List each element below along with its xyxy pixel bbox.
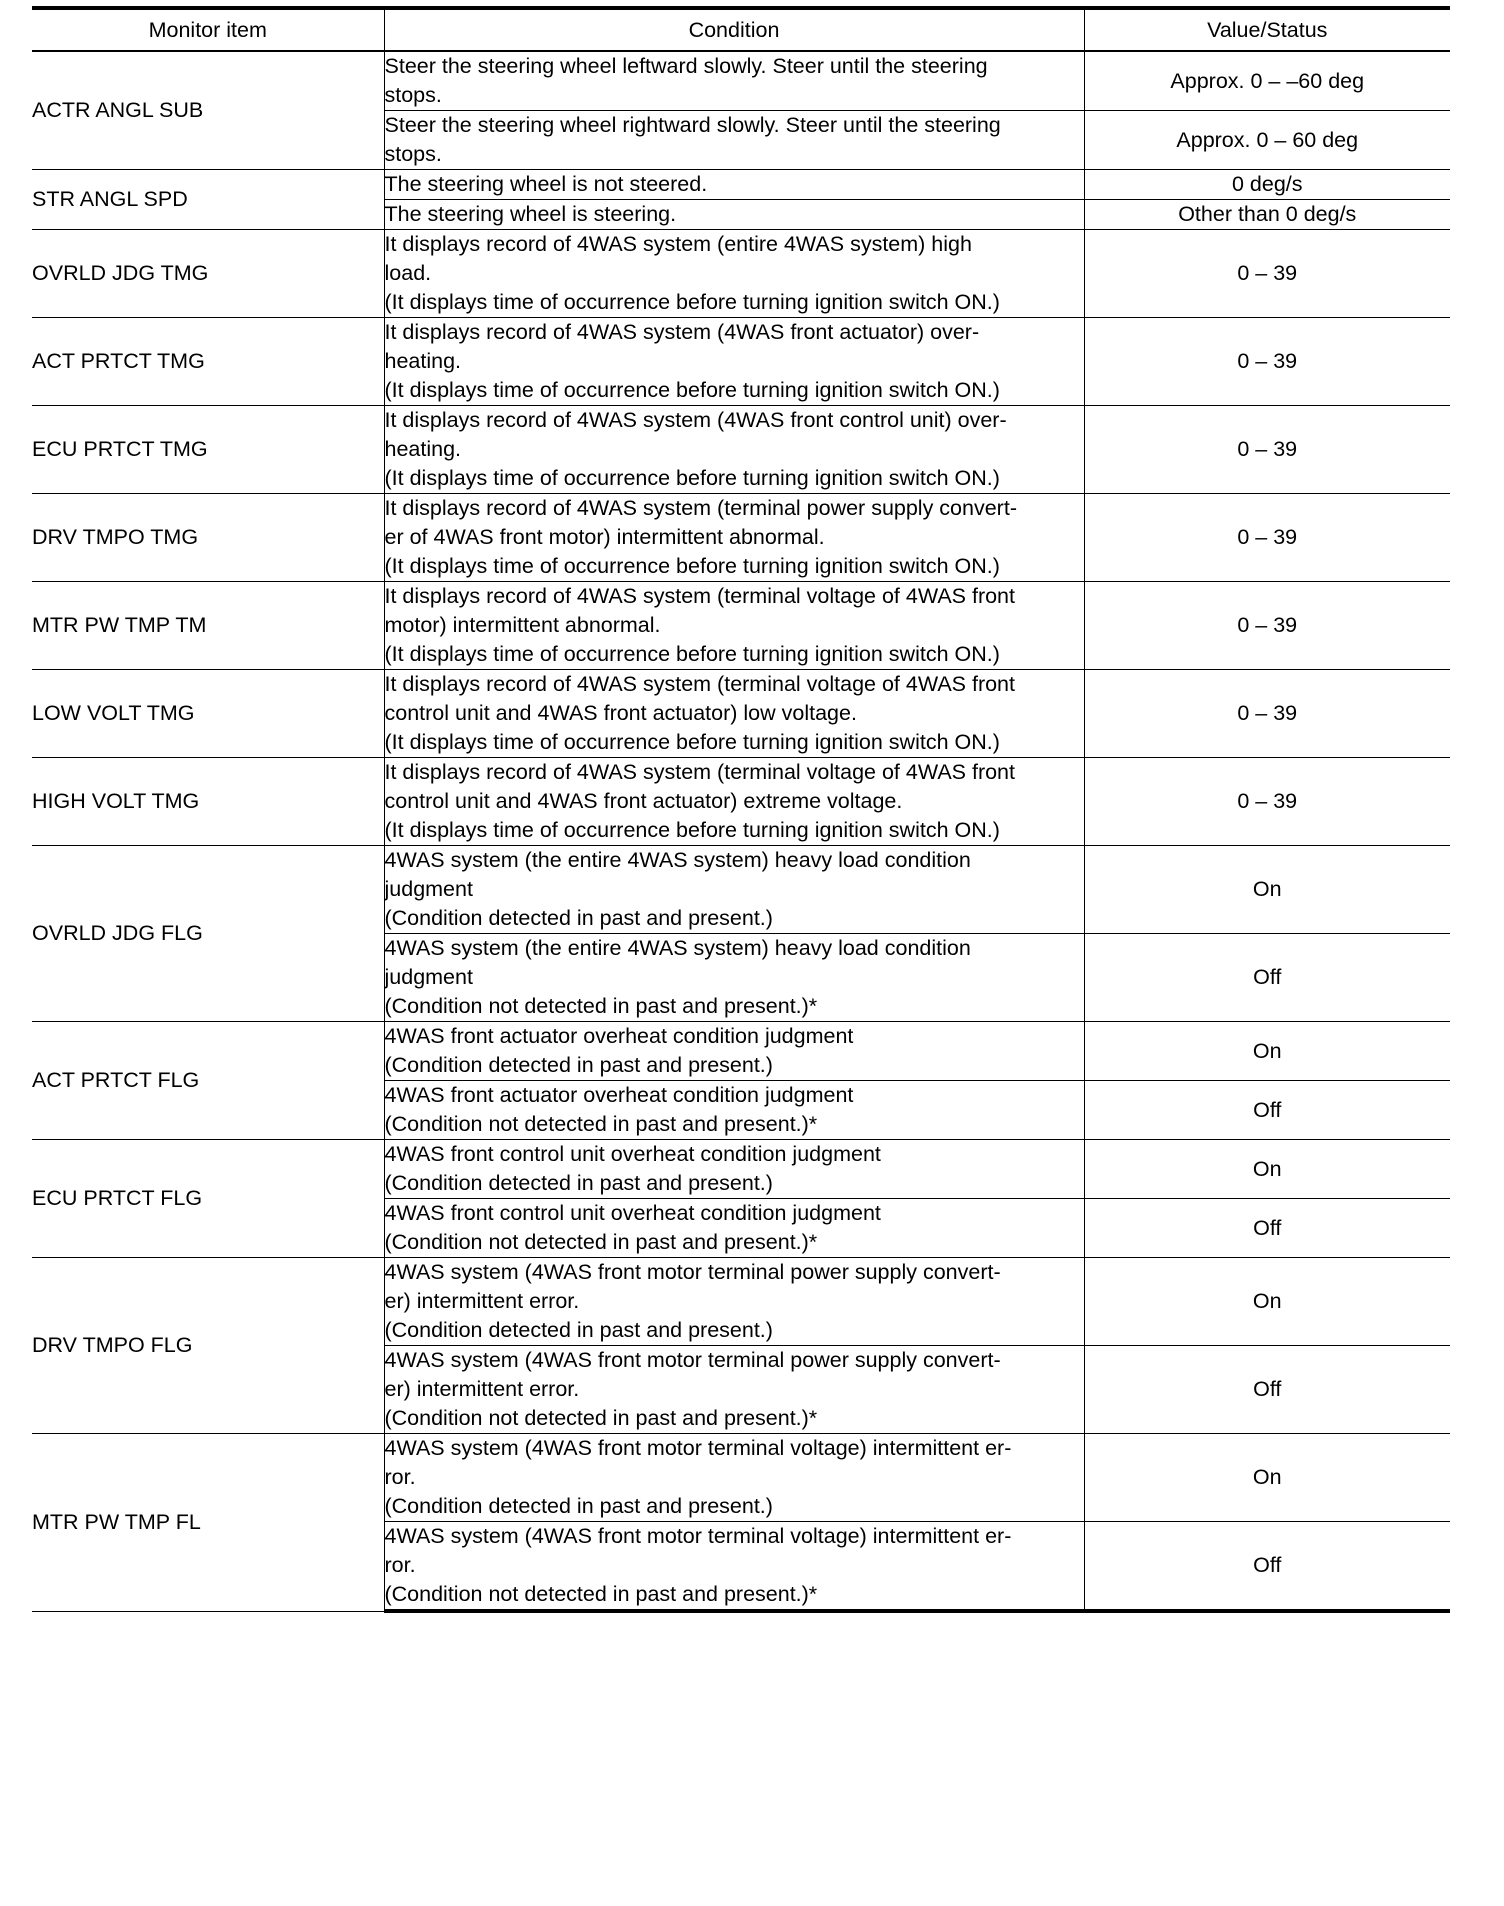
table-row	[32, 670, 1450, 758]
condition-line: It displays record of 4WAS system (terminal voltage of 4WAS front	[384, 672, 1015, 696]
condition-cell	[384, 1258, 1084, 1346]
condition-line: (It displays time of occurrence before turning ignition switch ON.)	[384, 554, 1000, 578]
condition-line: (Condition not detected in past and present.)*	[384, 994, 818, 1018]
table-row	[32, 318, 1450, 406]
condition-line: Steer the steering wheel leftward slowly. Steer until the steering	[384, 54, 988, 78]
monitor-item-cell: DRV TMPO TMG	[32, 494, 384, 582]
monitor-item-cell: ACT PRTCT TMG	[32, 318, 384, 406]
value-status-cell: On	[1084, 1258, 1450, 1346]
condition-line: It displays record of 4WAS system (4WAS front actuator) over-	[384, 320, 980, 344]
condition-line: 4WAS front actuator overheat condition judgment	[384, 1024, 854, 1048]
condition-line: judgment	[384, 965, 473, 989]
table-row	[32, 846, 1450, 934]
condition-cell	[384, 1081, 1084, 1140]
condition-line: Steer the steering wheel rightward slowly. Steer until the steering	[384, 113, 1001, 137]
data-monitor-table	[32, 6, 1450, 1613]
value-status-cell: Other than 0 deg/s	[1084, 200, 1450, 230]
table-row	[32, 582, 1450, 670]
condition-cell	[384, 582, 1084, 670]
table-row	[32, 1434, 1450, 1522]
condition-line: 4WAS system (4WAS front motor terminal power supply convert-	[384, 1260, 1001, 1284]
table-row	[32, 170, 1450, 200]
monitor-item-cell: ACTR ANGL SUB	[32, 51, 384, 170]
monitor-item-cell: OVRLD JDG FLG	[32, 846, 384, 1022]
condition-line: 4WAS front control unit overheat condition judgment	[384, 1201, 881, 1225]
monitor-item-cell: LOW VOLT TMG	[32, 670, 384, 758]
condition-line: It displays record of 4WAS system (4WAS front control unit) over-	[384, 408, 1007, 432]
value-status-cell: Off	[1084, 1522, 1450, 1612]
condition-line: (It displays time of occurrence before turning ignition switch ON.)	[384, 290, 1000, 314]
condition-line: (Condition detected in past and present.)	[384, 1171, 773, 1195]
condition-cell	[384, 934, 1084, 1022]
condition-line: It displays record of 4WAS system (terminal voltage of 4WAS front	[384, 584, 1015, 608]
condition-line: er of 4WAS front motor) intermittent abnormal.	[384, 525, 825, 549]
condition-cell	[384, 670, 1084, 758]
table-row	[32, 1258, 1450, 1346]
monitor-table-container	[32, 6, 1450, 1613]
condition-line: load.	[384, 261, 432, 285]
monitor-item-cell: MTR PW TMP FL	[32, 1434, 384, 1612]
table-body	[32, 51, 1450, 1611]
condition-line: ror.	[384, 1465, 416, 1489]
value-status-cell: 0 – 39	[1084, 406, 1450, 494]
condition-line: er) intermittent error.	[384, 1377, 580, 1401]
condition-line: stops.	[384, 83, 442, 107]
condition-line: The steering wheel is not steered.	[384, 172, 708, 196]
condition-cell	[384, 111, 1084, 170]
header-condition: Condition	[384, 8, 1084, 51]
value-status-cell: 0 – 39	[1084, 318, 1450, 406]
value-status-cell: Off	[1084, 1081, 1450, 1140]
table-row	[32, 494, 1450, 582]
table-row	[32, 1022, 1450, 1081]
value-status-cell: Off	[1084, 1346, 1450, 1434]
header-monitor-item: Monitor item	[32, 8, 384, 51]
condition-line: 4WAS system (4WAS front motor terminal voltage) intermittent er-	[384, 1524, 1012, 1548]
condition-line: (Condition detected in past and present.)	[384, 1318, 773, 1342]
condition-line: (It displays time of occurrence before turning ignition switch ON.)	[384, 642, 1000, 666]
condition-line: (It displays time of occurrence before turning ignition switch ON.)	[384, 466, 1000, 490]
table-row	[32, 406, 1450, 494]
monitor-item-cell: STR ANGL SPD	[32, 170, 384, 230]
monitor-item-cell: HIGH VOLT TMG	[32, 758, 384, 846]
condition-cell	[384, 406, 1084, 494]
condition-cell	[384, 318, 1084, 406]
condition-line: judgment	[384, 877, 473, 901]
condition-line: (Condition detected in past and present.)	[384, 1053, 773, 1077]
value-status-cell: On	[1084, 1022, 1450, 1081]
condition-line: 4WAS front control unit overheat condition judgment	[384, 1142, 881, 1166]
condition-line: (Condition not detected in past and present.)*	[384, 1230, 818, 1254]
value-status-cell: On	[1084, 1140, 1450, 1199]
condition-line: heating.	[384, 437, 462, 461]
condition-cell	[384, 230, 1084, 318]
header-value-status: Value/Status	[1084, 8, 1450, 51]
monitor-item-cell: DRV TMPO FLG	[32, 1258, 384, 1434]
value-status-cell: Approx. 0 – –60 deg	[1084, 51, 1450, 111]
condition-cell	[384, 758, 1084, 846]
condition-cell	[384, 170, 1084, 200]
condition-cell	[384, 1346, 1084, 1434]
monitor-item-cell: OVRLD JDG TMG	[32, 230, 384, 318]
condition-line: (Condition detected in past and present.)	[384, 1494, 773, 1518]
value-status-cell: Approx. 0 – 60 deg	[1084, 111, 1450, 170]
condition-line: 4WAS system (the entire 4WAS system) heavy load condition	[384, 936, 971, 960]
condition-line: 4WAS system (4WAS front motor terminal power supply convert-	[384, 1348, 1001, 1372]
monitor-item-cell: ECU PRTCT FLG	[32, 1140, 384, 1258]
condition-line: It displays record of 4WAS system (entire 4WAS system) high	[384, 232, 972, 256]
condition-line: The steering wheel is steering.	[384, 202, 677, 226]
value-status-cell: 0 – 39	[1084, 670, 1450, 758]
value-status-cell: 0 – 39	[1084, 494, 1450, 582]
condition-line: (It displays time of occurrence before turning ignition switch ON.)	[384, 730, 1000, 754]
value-status-cell: Off	[1084, 1199, 1450, 1258]
condition-line: (Condition detected in past and present.)	[384, 906, 773, 930]
condition-line: It displays record of 4WAS system (terminal voltage of 4WAS front	[384, 760, 1015, 784]
condition-line: 4WAS system (the entire 4WAS system) heavy load condition	[384, 848, 971, 872]
condition-line: 4WAS system (4WAS front motor terminal voltage) intermittent er-	[384, 1436, 1012, 1460]
condition-cell	[384, 1140, 1084, 1199]
condition-line: control unit and 4WAS front actuator) low voltage.	[384, 701, 857, 725]
condition-line: (It displays time of occurrence before turning ignition switch ON.)	[384, 818, 1000, 842]
condition-line: (Condition not detected in past and present.)*	[384, 1582, 818, 1606]
value-status-cell: Off	[1084, 934, 1450, 1022]
condition-line: motor) intermittent abnormal.	[384, 613, 661, 637]
condition-line: ror.	[384, 1553, 416, 1577]
table-row	[32, 230, 1450, 318]
condition-cell	[384, 1199, 1084, 1258]
condition-cell	[384, 1022, 1084, 1081]
table-row	[32, 758, 1450, 846]
monitor-item-cell: MTR PW TMP TM	[32, 582, 384, 670]
monitor-item-cell: ACT PRTCT FLG	[32, 1022, 384, 1140]
condition-cell	[384, 1522, 1084, 1612]
condition-line: It displays record of 4WAS system (terminal power supply convert-	[384, 496, 1017, 520]
value-status-cell: 0 – 39	[1084, 582, 1450, 670]
table-header-row	[32, 8, 1450, 51]
condition-line: control unit and 4WAS front actuator) extreme voltage.	[384, 789, 903, 813]
condition-cell	[384, 846, 1084, 934]
condition-cell	[384, 494, 1084, 582]
condition-line: stops.	[384, 142, 442, 166]
value-status-cell: 0 deg/s	[1084, 170, 1450, 200]
condition-cell	[384, 1434, 1084, 1522]
value-status-cell: 0 – 39	[1084, 758, 1450, 846]
table-row	[32, 51, 1450, 111]
value-status-cell: On	[1084, 846, 1450, 934]
condition-line: (Condition not detected in past and present.)*	[384, 1112, 818, 1136]
condition-line: (It displays time of occurrence before turning ignition switch ON.)	[384, 378, 1000, 402]
table-row	[32, 1140, 1450, 1199]
value-status-cell: On	[1084, 1434, 1450, 1522]
condition-line: (Condition not detected in past and present.)*	[384, 1406, 818, 1430]
condition-cell	[384, 51, 1084, 111]
monitor-item-cell: ECU PRTCT TMG	[32, 406, 384, 494]
condition-line: 4WAS front actuator overheat condition judgment	[384, 1083, 854, 1107]
condition-cell	[384, 200, 1084, 230]
condition-line: er) intermittent error.	[384, 1289, 580, 1313]
value-status-cell: 0 – 39	[1084, 230, 1450, 318]
condition-line: heating.	[384, 349, 462, 373]
